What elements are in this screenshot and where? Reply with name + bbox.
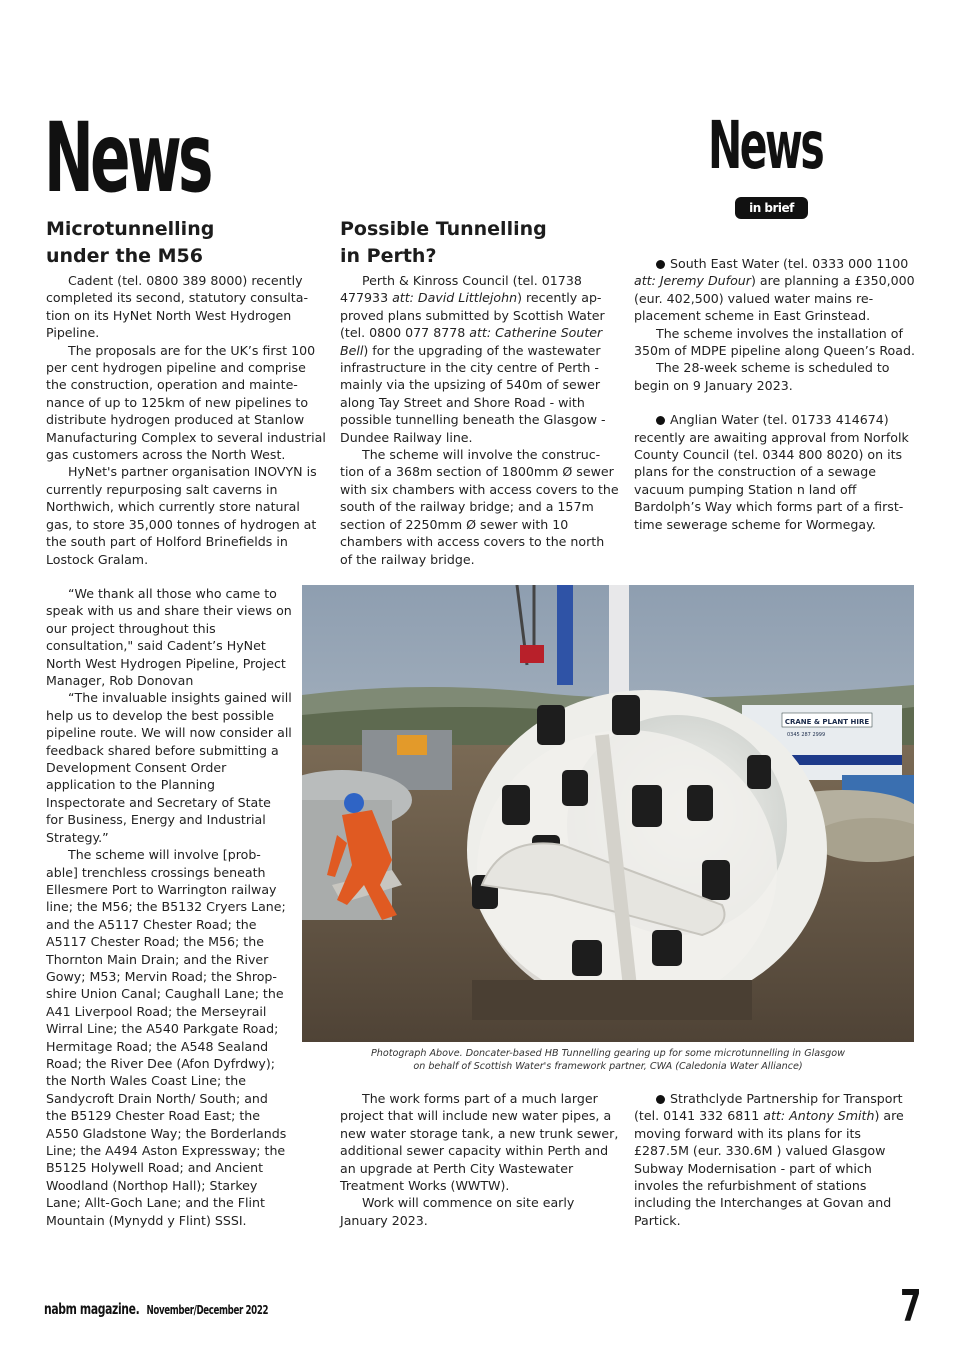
- paragraph: “We thank all those who came to speak with us and share their views on our project throughout this consultation," said Cadent’s HyNet North West Hydrogen Pipeline, Project Manager, Rob Donovan: [46, 586, 292, 689]
- news-in-brief-title: News: [707, 107, 822, 184]
- headline-microtunnelling: [46, 216, 326, 270]
- paragraph: Perth & Kinross Council (tel. 01738 477933 att: David Littlejohn) recently ap-proved plans submitted by Scottish Water (tel. 0800 077 8778 att: Catherine Souter Bell) for the upgrading of the wastewater infrastructure in the city centre of Perth - mainly via the upsizing of 540m of sewer along Tay Street and Shore Road - with possible tunnelling beneath the Glasgow - Dundee Railway line.: [340, 273, 606, 445]
- paragraph: HyNet's partner organisation INOVYN is currently repurposing salt caverns in Northwich, which currently store natural gas, to store 35,000 tonnes of hydrogen at the south part of Holford Brinefields in Lostock Gralam.: [46, 464, 317, 567]
- brief-item-strathclyde: Strathclyde Partnership for Transport (tel. 0141 332 6811 att: Antony Smith) are moving forward with its plans for its £287.5M (eur. 330.6M ) valued Glasgow Subway Modernisation - part of which involes the refurbishment of stations including the Interchanges at Govan and Partick.: [634, 1091, 904, 1228]
- paragraph: The proposals are for the UK’s first 100 per cent hydrogen pipeline and comprise the construction, operation and mainte-nance of up to 125km of new pipelines to distribute hydrogen produced at Stanlow Manufacturing Complex to several industrial gas customers across the North West.: [46, 342, 326, 463]
- paragraph: Work will commence on site early January 2023.: [340, 1195, 575, 1228]
- tunnelling-machine-photo: [302, 585, 914, 1042]
- brief-item-anglian-water: Anglian Water (tel. 01733 414674) recently are awaiting approval from Norfolk County Council (tel. 0344 800 8020) on its plans for the construction of a sewage vacuum pumping Station n land off Bardolph’s Way which forms part of a first-time sewerage scheme for Wormegay.: [634, 412, 909, 532]
- bullet-icon: [656, 1095, 665, 1104]
- headline-line-1: Microtunnelling: [46, 218, 215, 240]
- article-perth: [340, 216, 620, 568]
- brief-item-south-east-water: South East Water (tel. 0333 000 1100 att: Jeremy Dufour) are planning a £350,000 (eur. 402,500) valued water mains re-placement scheme in East Grinstead.: [634, 256, 915, 324]
- masthead-title: News: [44, 102, 210, 214]
- page-number: 7: [900, 1281, 922, 1332]
- bullet-icon: [656, 260, 665, 269]
- paragraph: The scheme will involve [prob-able] trenchless crossings beneath Ellesmere Port to Warrington railway line; the M56; the B5132 Cryers Lane; and the A5117 Chester Road; the A5117 Chester Road; the M56; the Thornton Main Drain; and the River Gowy; M53; Mervin Road; the Shrop-shire Union Canal; Caughall Lane; the A41 Liverpool Road; the Merseyrail Wirral Line; the A540 Parkgate Road; Hermitage Road; the A548 Sealand Road; the River Dee (Afon Dyfrdwy); the North Wales Coast Line; the Sandycroft Drain North/ South; and the B5129 Chester Road East; the A550 Gladstone Way; the Borderlands Line; the A494 Aston Expressway; the B5125 Holywell Road; and Ancient Woodland (Northop Hall); Starkey Lane; Allt-Goch Lane; and the Flint Mountain (Mynydd y Flint) SSSI.: [46, 847, 287, 1228]
- truck-phone-text: 0345 287 2999: [787, 732, 826, 738]
- truck-sign-text: CRANE & PLANT HIRE: [784, 718, 870, 726]
- magazine-name: nabm magazine.: [44, 1300, 140, 1318]
- article-microtunnelling-continued: [46, 585, 292, 1229]
- news-in-brief: [634, 255, 916, 533]
- issue-date: November/December 2022: [146, 1303, 269, 1317]
- paragraph: The scheme involves the installation of 350m of MDPE pipeline along Queen’s Road.: [634, 325, 915, 359]
- in-brief-badge: in brief: [735, 197, 808, 219]
- caption-line-2: on behalf of Scottish Water's framework partner, CWA (Caledonia Water Alliance): [413, 1061, 803, 1072]
- paragraph: Cadent (tel. 0800 389 8000) recently completed its second, statutory consulta-tion on its HyNet North West Hydrogen Pipeline.: [46, 273, 309, 341]
- photo-caption: [302, 1047, 914, 1073]
- article-perth-continued: [340, 1090, 620, 1229]
- headline-line-1: Possible Tunnelling: [340, 218, 547, 240]
- paragraph: The work forms part of a much larger project that will include new water pipes, a new water storage tank, a new trunk sewer, additional sewer capacity within Perth and an upgrade at Perth City Wastewater Treatment Works (WWTW).: [340, 1091, 619, 1194]
- paragraph: The 28-week scheme is scheduled to begin on 9 January 2023.: [634, 360, 890, 393]
- paragraph: “The invaluable insights gained will help us to develop the best possible pipeline route. We will now consider all feedback shared before submitting a Development Consent Order application to the Planning Inspectorate and Secretary of State for Business, Energy and Industrial Strategy.”: [46, 690, 292, 845]
- article-microtunnelling: [46, 216, 326, 568]
- caption-line-1: Photograph Above. Doncater-based HB Tunnelling gearing up for some microtunnelling in Glasgow: [371, 1048, 845, 1059]
- news-in-brief-continued: [634, 1090, 916, 1229]
- headline-perth: [340, 216, 620, 270]
- footer-magazine: [44, 1300, 268, 1318]
- paragraph: The scheme will involve the construc-tion of a 368m section of 1800mm Ø sewer with six chambers with access covers to the south of the railway bridge; and a 157m section of 2250mm Ø sewer with 10 chambers with access covers to the north of the railway bridge.: [340, 447, 619, 567]
- bullet-icon: [656, 416, 665, 425]
- headline-line-2: in Perth?: [340, 245, 437, 267]
- headline-line-2: under the M56: [46, 245, 203, 267]
